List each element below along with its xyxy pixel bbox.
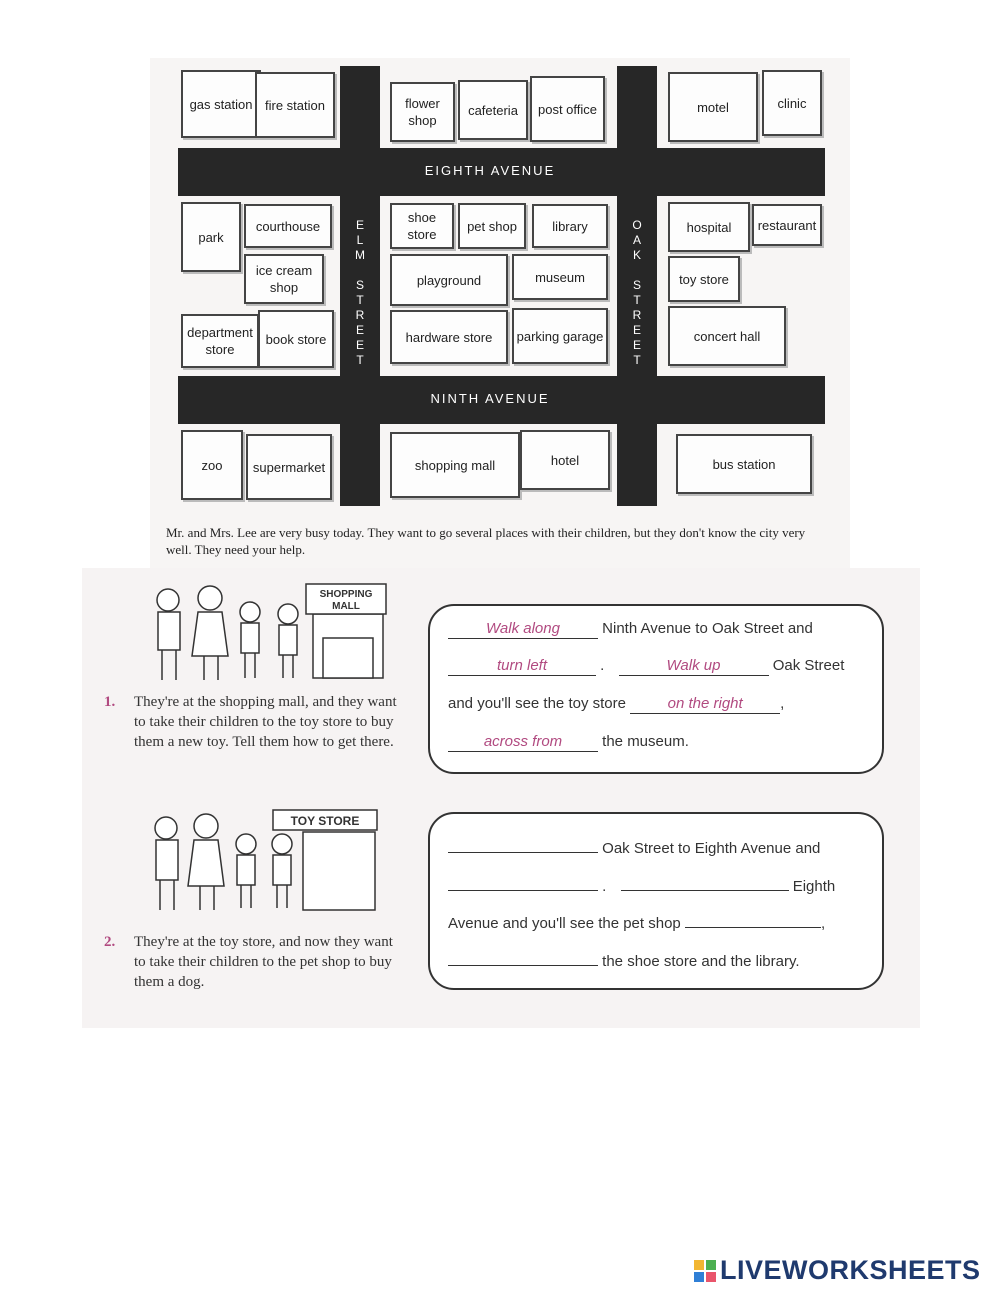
shopping-mall: shopping mall <box>390 432 520 498</box>
bubble-1-text-2: . <box>600 657 605 674</box>
ninth-avenue-label: NINTH AVENUE <box>430 391 550 406</box>
question-2-number: 2. <box>104 934 116 950</box>
blank-2-4[interactable] <box>685 909 821 928</box>
toy-store-sign: TOY STORE <box>290 814 360 828</box>
playground: playground <box>390 254 508 306</box>
post-office: post office <box>530 76 605 142</box>
family-illustration-1 <box>148 578 398 686</box>
bubble-2-line-3 <box>448 909 825 932</box>
restaurant: restaurant <box>752 204 822 246</box>
bubble-2-text-5: , <box>820 915 826 932</box>
logo-blocks-icon <box>694 1260 716 1282</box>
blank-1-3[interactable]: Walk up <box>619 657 769 676</box>
park: park <box>181 202 241 272</box>
blank-1-1[interactable]: Walk along <box>448 620 598 639</box>
bubble-2-text-3: Eighth <box>792 878 836 895</box>
bubble-1-line-4 <box>448 733 689 752</box>
city-map <box>150 58 850 568</box>
bubble-2-line-2 <box>448 872 835 895</box>
blank-2-5[interactable] <box>448 947 598 966</box>
bubble-1-text-6: the museum. <box>602 733 689 750</box>
question-1-number: 1. <box>104 694 116 710</box>
department-store: department store <box>181 314 259 368</box>
blank-1-2[interactable]: turn left <box>448 657 596 676</box>
hospital: hospital <box>668 202 750 252</box>
clinic: clinic <box>762 70 822 136</box>
shopping-mall-sign-2: MALL <box>332 601 360 612</box>
question-1-text: They're at the shopping mall, and they want to take their children to the toy store to buy them a new toy. Tell them how to get there. <box>134 694 397 750</box>
shoe-store: shoe store <box>390 203 454 249</box>
motel: motel <box>668 72 758 142</box>
courthouse: courthouse <box>244 204 332 248</box>
bubble-2-line-1 <box>448 834 820 857</box>
pet-shop: pet shop <box>458 203 526 249</box>
fire-station: fire station <box>255 72 335 138</box>
ice-cream-shop: ice cream shop <box>244 254 324 304</box>
liveworksheets-logo[interactable] <box>694 1255 981 1286</box>
cafeteria: cafeteria <box>458 80 528 140</box>
elm-street-label: E L M S T R E E T <box>355 218 365 367</box>
hardware-store: hardware store <box>390 310 508 364</box>
parking-garage: parking garage <box>512 308 608 364</box>
blank-2-3[interactable] <box>621 872 789 891</box>
bubble-2-line-4 <box>448 947 800 970</box>
eighth-avenue-label: EIGHTH AVENUE <box>424 163 556 178</box>
bubble-1-text-1: Ninth Avenue to Oak Street and <box>602 620 813 637</box>
bubble-2-text-6: the shoe store and the library. <box>602 953 800 970</box>
bubble-2-text-1: Oak Street to Eighth Avenue and <box>602 840 821 857</box>
question-2-text: They're at the toy store, and now they want to take their children to the pet shop to buy them a dog. <box>134 934 393 990</box>
concert-hall: concert hall <box>668 306 786 366</box>
bubble-1-text-5: , <box>780 695 785 712</box>
oak-street-label: O A K S T R E E T <box>632 218 642 367</box>
gas-station: gas station <box>181 70 261 138</box>
book-store: book store <box>258 310 334 368</box>
blank-1-4[interactable]: on the right <box>630 695 780 714</box>
bubble-2-text-4: Avenue and you'll see the pet shop <box>448 915 681 932</box>
bubble-1-text-4: and you'll see the toy store <box>448 695 626 712</box>
bubble-1-text-3: Oak Street <box>772 657 845 674</box>
bubble-2-text-2: . <box>602 878 607 895</box>
bus-station: bus station <box>676 434 812 494</box>
logo-text: LIVEWORKSHEETS <box>720 1255 981 1285</box>
flower-shop: flower shop <box>390 82 455 142</box>
intro-text: Mr. and Mrs. Lee are very busy today. They want to go several places with their children, but they don't know the city very well. They need your help. <box>166 525 806 557</box>
bubble-1-line-3 <box>448 695 784 714</box>
shopping-mall-sign: SHOPPING <box>319 589 373 600</box>
blank-1-5[interactable]: across from <box>448 733 598 752</box>
zoo: zoo <box>181 430 243 500</box>
hotel: hotel <box>520 430 610 490</box>
museum: museum <box>512 254 608 300</box>
blank-2-1[interactable] <box>448 834 598 853</box>
bubble-1-line-1 <box>448 620 813 639</box>
blank-2-2[interactable] <box>448 872 598 891</box>
toy-store: toy store <box>668 256 740 302</box>
supermarket: supermarket <box>246 434 332 500</box>
bubble-1-line-2 <box>448 657 844 676</box>
family-illustration-2 <box>148 806 388 916</box>
library: library <box>532 204 608 248</box>
